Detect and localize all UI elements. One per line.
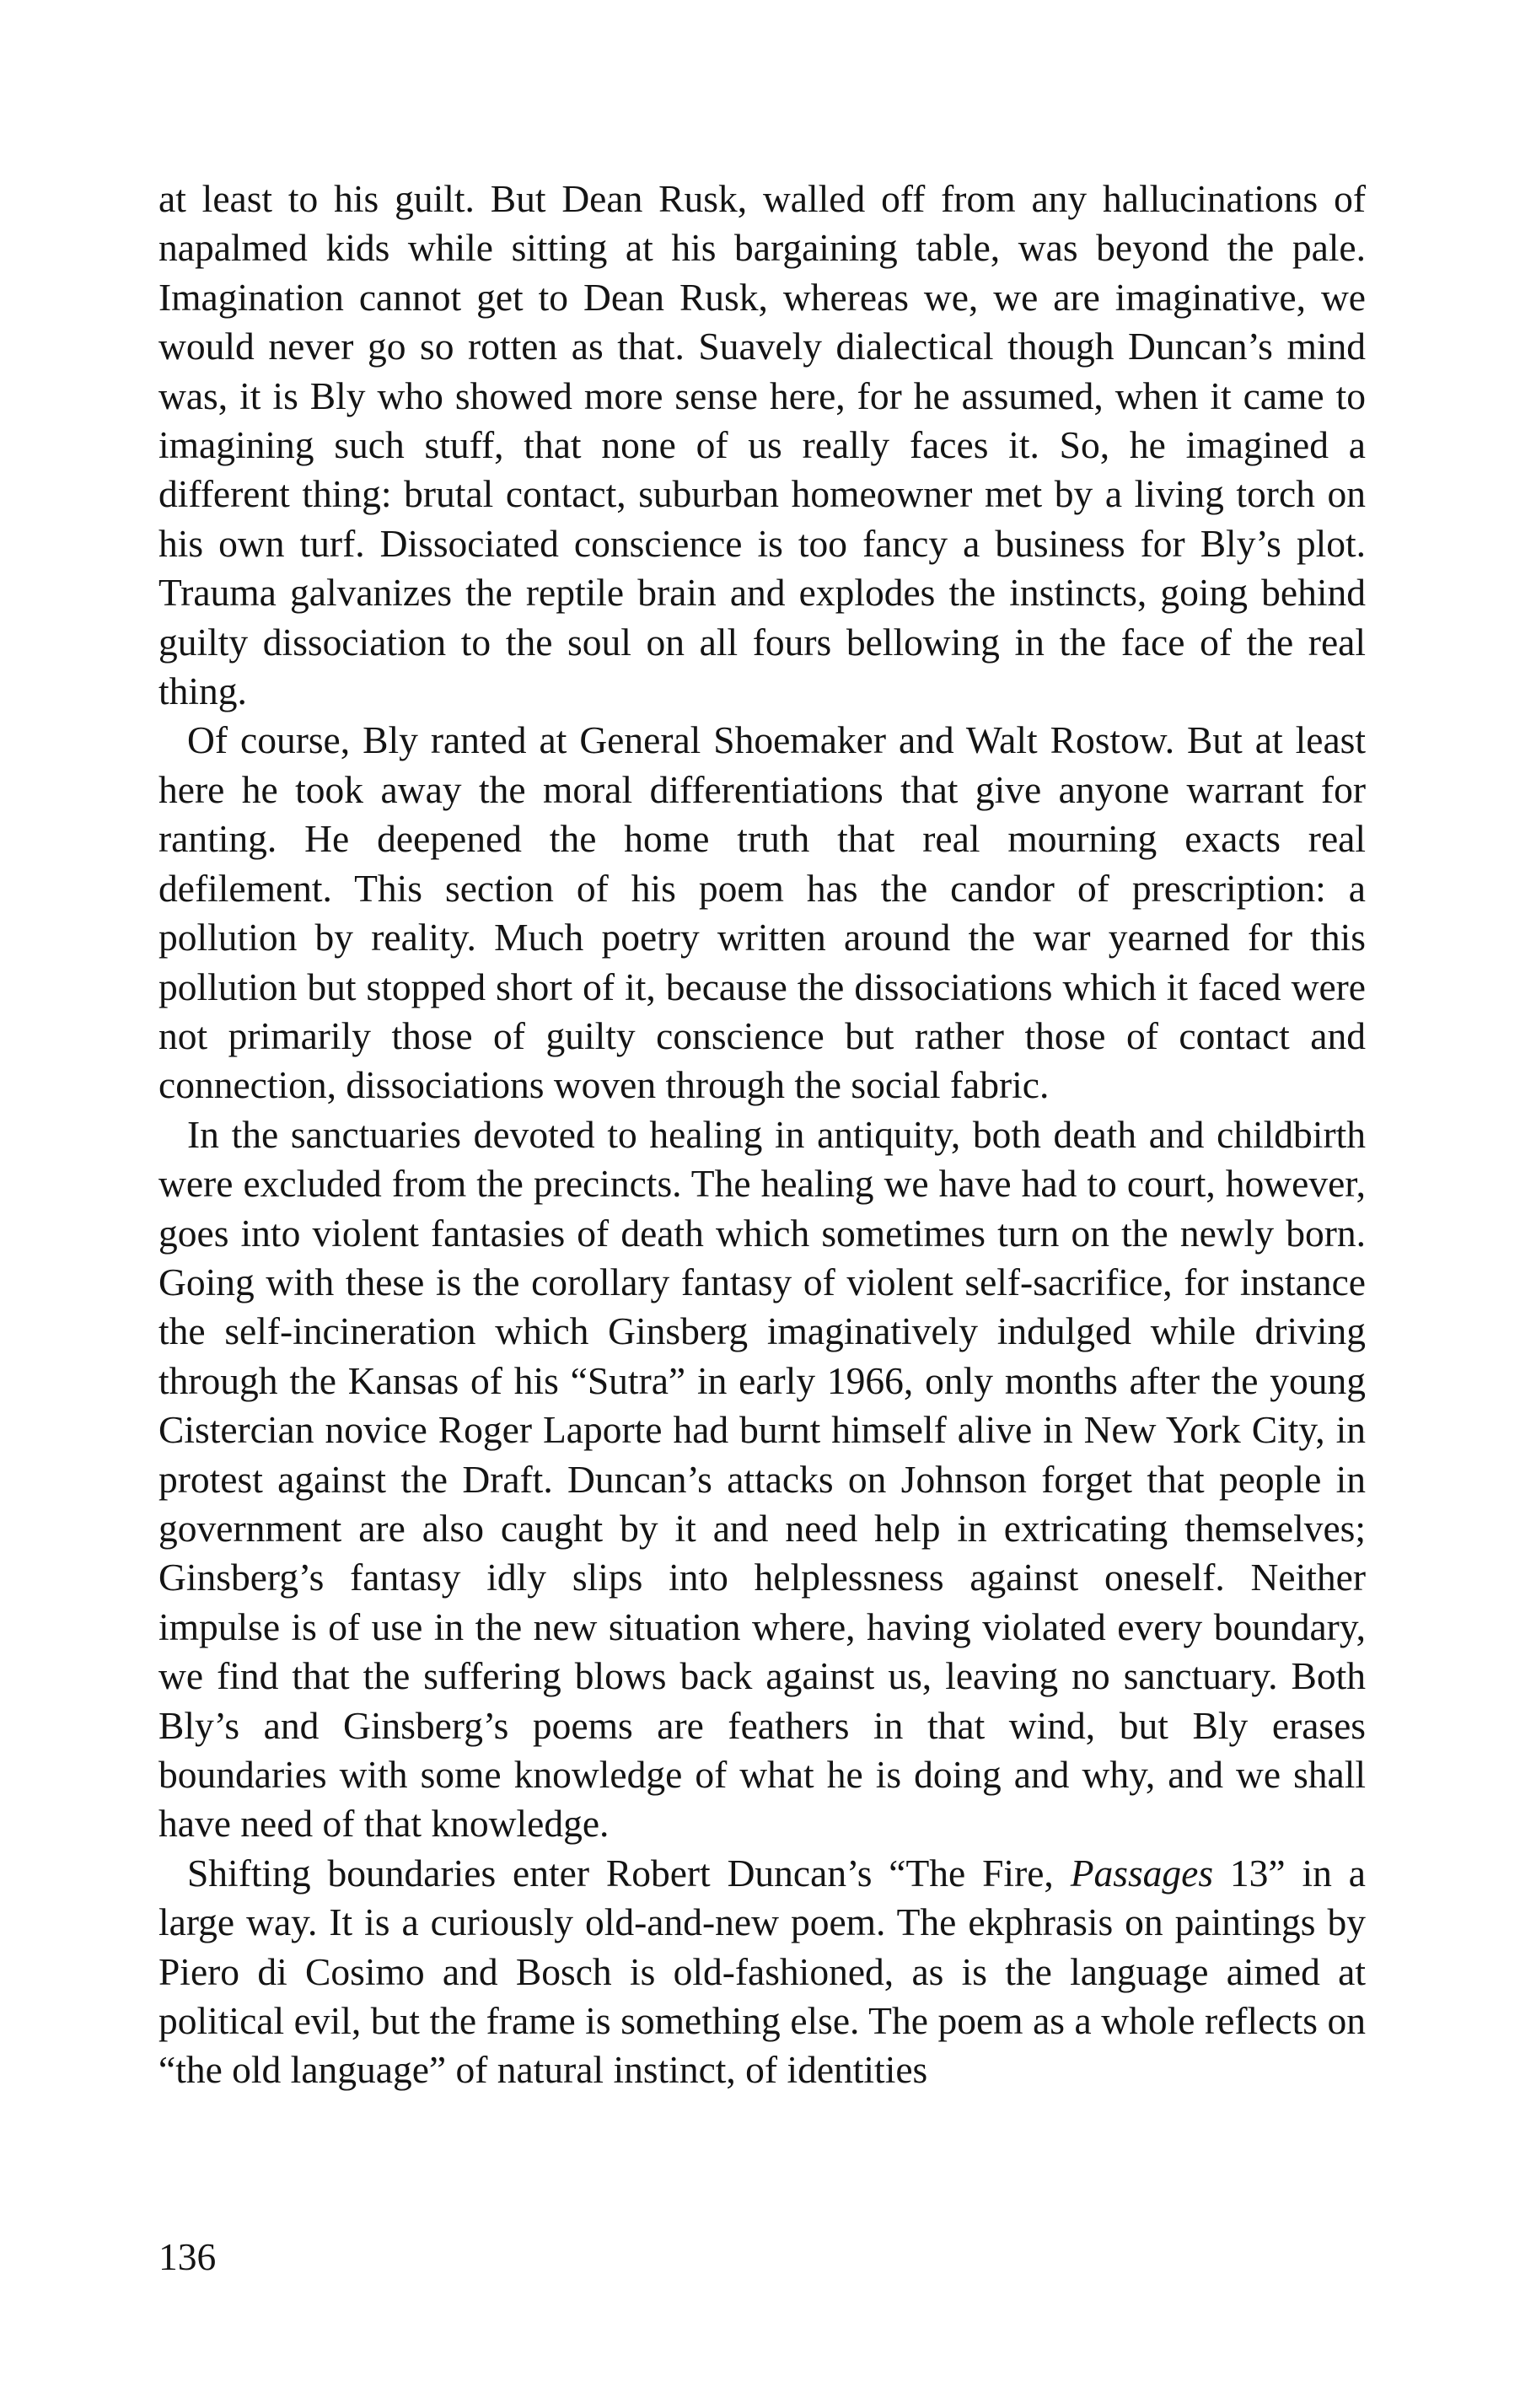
paragraph-2: Of course, Bly ranted at General Shoemaker and Walt Rostow. But at least here he took away the moral differentiations that give anyone warrant for ranting. He deepened the home truth that real mourning exacts real defilement. This section of his poem has the candor of prescription: a pollution by reality. Much poetry written around the war yearned for this pollution but stopped short of it, because the dissociations which it faced were not primarily those of guilty conscience but rather those of contact and connection, dissociations woven through the social fabric. [158,718,1366,1107]
paragraph-4 [158,1849,1366,2095]
page-number: 136 [158,2235,217,2278]
body-text [158,175,1366,2095]
paragraph-3: In the sanctuaries devoted to healing in antiquity, both death and childbirth were excluded from the precincts. The healing we have had to court, however, goes into violent fantasies of death which sometimes turn on the newly born. Going with these is the corollary fantasy of violent self-sacrifice, for instance the self-incineration which Ginsberg imaginatively indulged while driving through the Kansas of his “Sutra” in early 1966, only months after the young Cistercian novice Roger Laporte had burnt himself alive in New York City, in protest against the Draft. Duncan’s attacks on Johnson forget that people in government are also caught by it and need help in extricating themselves; Ginsberg’s fantasy idly slips into helplessness against oneself. Neither impulse is of use in the new situation where, having violated every boundary, we find that the suffering blows back against us, leaving no sanctuary. Both Bly’s and Ginsberg’s poems are feathers in that wind, but Bly erases boundaries with some knowledge of what he is doing and why, and we shall have need of that knowledge. [158,1112,1366,1846]
paragraph-4-rest: 13” in a large way. It is a curiously old-and-new poem. The ekphrasis on paintings by Piero di Cosimo and Bosch is old-fashioned, as is the language aimed at political evil, but the frame is something else. The poem as a whole reflects on “the old language” of natural instinct, of identities [158,1851,1366,2092]
poem-title-italic: Passages [1070,1851,1214,1895]
paragraph-1: at least to his guilt. But Dean Rusk, walled off from any hallucinations of napalmed kids while sitting at his bargaining table, was beyond the pale. Imagination cannot get to Dean Rusk, whereas we, we are imaginative, we would never go so rotten as that. Suavely dialectical though Duncan’s mind was, it is Bly who showed more sense here, for he assumed, when it came to imagining such stuff, that none of us really faces it. So, he imagined a different thing: brutal contact, suburban homeowner met by a living torch on his own turf. Dissociated conscience is too fancy a business for Bly’s plot. Trauma galvanizes the reptile brain and explodes the instincts, going behind guilty dissociation to the soul on all fours bellowing in the face of the real thing. [158,177,1366,713]
paragraph-4-start: Shifting boundaries enter Robert Duncan’s “The Fire, [187,1851,1071,1895]
